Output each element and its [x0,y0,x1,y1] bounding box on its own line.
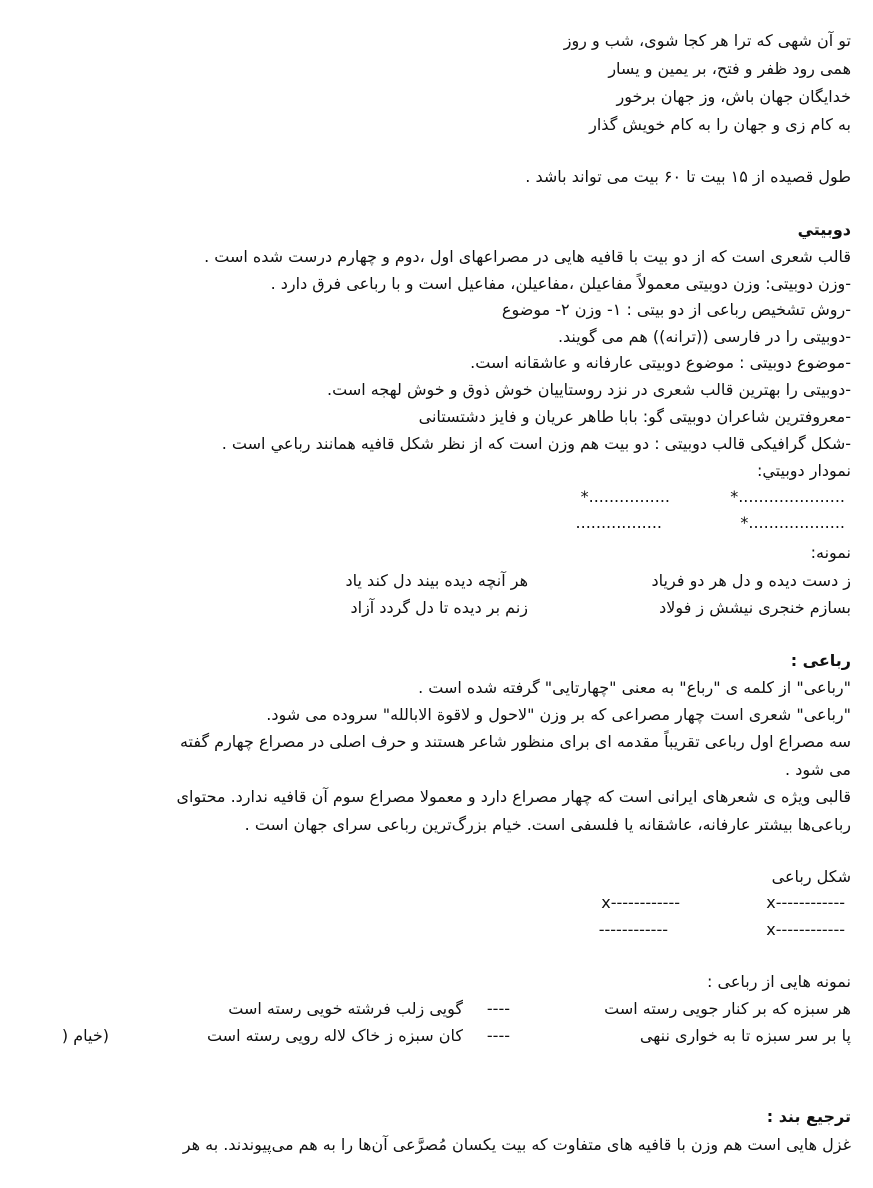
dobeyti-diagram-cell: *................... [740,513,845,532]
tarjiband-heading: ترجیع بند : [766,1107,851,1126]
robai-line: رباعی‌ها بیشتر عارفانه، عاشقانه یا فلسفی است. خیام بزرگ‌ترین رباعی سرای جهان است . [244,815,851,834]
intro-poem-line: خدایگان جهان باش، وز جهان برخور [616,87,851,106]
robai-line: قالبی ویژه ی شعرهای ایرانی است که چهار مصراع دارد و معمولا مصراع سوم آن قافیه ندارد. محتوای [176,787,851,806]
robai-example-separator: ---- [486,1026,510,1045]
robai-example-verse: گویی زلب فرشته خویی رسته است [228,999,463,1018]
robai-line: "رباعی" شعری است چهار مصراعی که بر وزن "لاحول و لاقوة الابالله" سروده می شود. [266,705,851,724]
dobeyti-line: -شکل گرافیکی قالب دوبیتی : دو بیت هم وزن است که از نظر شکل قافیه همانند رباعي است . [221,434,851,453]
dobeyti-example-verse: هر آنچه دیده بیند دل کند یاد [345,571,528,590]
dobeyti-heading: دوبيتي [797,220,851,239]
intro-poem-line: به کام زی و جهان را به کام خویش گذار [589,115,851,134]
dobeyti-line: قالب شعری است که از دو بیت با قافیه هایی در مصراعهای اول ،دوم و چهارم درست شده است . [204,247,851,266]
dobeyti-diagram-label: نمودار دوبيتي: [756,461,851,480]
robai-shape-label: شکل رباعی [771,867,851,886]
dobeyti-diagram-cell: *..................... [730,487,845,506]
robai-example-verse: هر سبزه که بر کنار جویی رسته است [604,999,851,1018]
robai-examples-label: نمونه هایی از رباعی : [707,972,851,991]
robai-shape-cell: x------------ [766,893,845,912]
robai-example-verse: کان سبزه ز خاک لاله رویی رسته است [206,1026,463,1045]
dobeyti-example-verse: زنم بر دیده تا دل گردد آزاد [350,598,528,617]
dobeyti-example-label: نمونه: [810,543,851,562]
intro-poem-line: تو آن شهی که ترا هر کجا شوی، شب و روز [563,31,851,50]
robai-shape-cell: x------------ [601,893,680,912]
robai-example-verse: پا بر سر سبزه تا به خواری ننهی [639,1026,851,1045]
qasida-length-text: طول قصیده از ۱۵ بیت تا ۶۰ بیت می تواند باشد . [525,167,851,186]
tarjiband-line: غزل هایی است هم وزن با قافیه های متفاوت که بیت یکسان مُصرَّعی آن‌ها را به هم می‌پیوندند. به هر [182,1135,851,1154]
robai-shape-cell: x------------ [766,920,845,939]
dobeyti-line: -وزن دوبیتی: وزن دوبیتی معمولاً مفاعیلن ،مفاعیلن، مفاعیل است و با رباعی فرق دارد . [270,274,851,293]
dobeyti-line: -معروفترین شاعران دوبیتی گو: بابا طاهر عریان و فایز دشتستانی [418,407,851,426]
robai-heading: رباعی : [790,651,851,670]
robai-shape-cell: ------------ [598,920,668,939]
robai-line: می شود . [785,760,851,779]
robai-example-separator: ---- [486,999,510,1018]
robai-line: "رباعی" از کلمه ی "رباع" به معنی "چهارتایی" گرفته شده است . [418,678,851,697]
robai-example-attribution: (خیام ( [61,1026,109,1045]
dobeyti-line: -روش تشخیص رباعی از دو بیتی : ۱- وزن ۲- موضوع [501,300,851,319]
robai-line: سه مصراع اول رباعی تقریباً مقدمه ای برای منظور شاعر هستند و حرف اصلی در مصراع چهارم گفته [179,732,851,751]
dobeyti-diagram-cell: ................. [575,513,662,532]
dobeyti-line: -دوبیتی را در فارسی ((ترانه)) هم می گویند. [557,327,851,346]
dobeyti-example-verse: ز دست دیده و دل هر دو فریاد [651,571,851,590]
dobeyti-line: -موضوع دوبیتی : موضوع دوبیتی عارفانه و عاشقانه است. [470,353,851,372]
dobeyti-diagram-cell: *................ [580,487,670,506]
intro-poem-line: همی رود ظفر و فتح، بر یمین و یسار [608,59,851,78]
dobeyti-line: -دوبیتی را بهترین قالب شعری در نزد روستاییان خوش ذوق و خوش لهجه است. [327,380,851,399]
dobeyti-example-verse: بسازم خنجری نیشش ز فولاد [659,598,851,617]
